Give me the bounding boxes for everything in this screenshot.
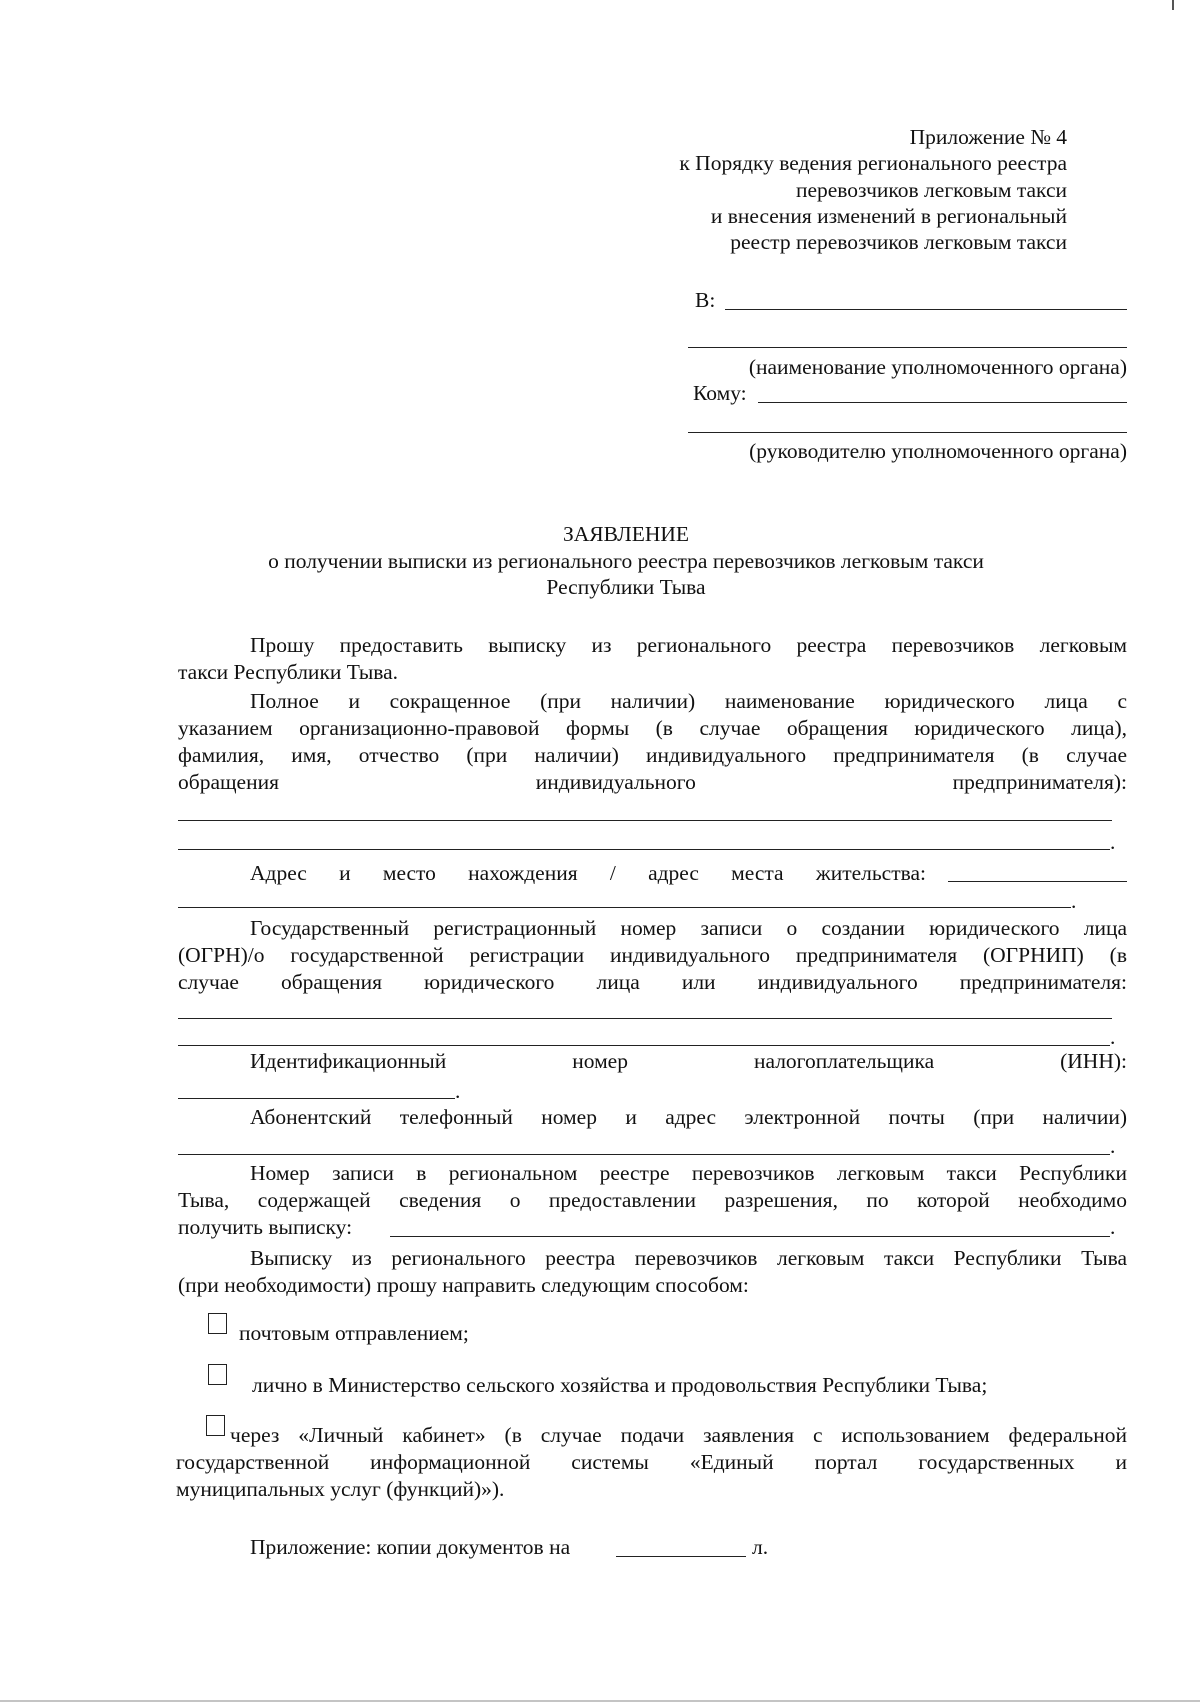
paragraph-record: Тыва, содержащей сведения о предоставлении разрешения, по которой необходимо	[178, 1188, 1127, 1212]
title-sub: Республики Тыва	[546, 575, 706, 599]
paragraph-name: указанием организационно-правовой формы (в случае обращения юридического лица),	[178, 716, 1127, 740]
checkbox-in-person[interactable]	[208, 1364, 227, 1385]
attachment-suffix: л.	[752, 1535, 769, 1559]
paragraph-name: Полное и сокращенное (при наличии) наименование юридического лица с	[250, 689, 1127, 713]
ogrn-field-line1[interactable]	[178, 1018, 1112, 1019]
contact-field[interactable]	[178, 1154, 1110, 1155]
whom-caption: (руководителю уполномоченного органа)	[749, 439, 1127, 463]
title-main: ЗАЯВЛЕНИЕ	[562, 522, 690, 546]
name-field-line1[interactable]	[178, 820, 1112, 821]
period: .	[1110, 1025, 1116, 1049]
to-field-line2[interactable]	[688, 347, 1127, 348]
checkbox-personal-account[interactable]	[206, 1415, 225, 1436]
scan-mark-top	[1172, 0, 1174, 10]
inn-field[interactable]	[178, 1098, 455, 1099]
paragraph-ogrn: Государственный регистрационный номер записи о создании юридического лица	[250, 916, 1127, 940]
paragraph-request: Прошу предоставить выписку из регионального реестра перевозчиков легковым	[250, 633, 1127, 657]
period: .	[1110, 830, 1116, 854]
whom-field-line2[interactable]	[688, 432, 1127, 433]
paragraph-ogrn: случае обращения юридического лица или индивидуального предпринимателя:	[178, 970, 1127, 994]
whom-field[interactable]	[758, 402, 1127, 403]
contact-label: Абонентский телефонный номер и адрес электронной почты (при наличии)	[250, 1105, 1127, 1129]
attachment-pages-field[interactable]	[616, 1556, 746, 1557]
paragraph-ogrn: (ОГРН)/о государственной регистрации индивидуального предпринимателя (ОГРНИП) (в	[178, 943, 1127, 967]
period: .	[1110, 1134, 1116, 1158]
address-field-line2[interactable]	[178, 907, 1071, 908]
appendix-line: и внесения изменений в региональный	[710, 204, 1067, 228]
appendix-line: к Порядку ведения регионального реестра	[679, 151, 1067, 175]
appendix-line: реестр перевозчиков легковым такси	[730, 230, 1067, 254]
title-sub: о получении выписки из регионального реестра перевозчиков легковым такси	[268, 549, 984, 573]
ogrn-field-line2[interactable]	[178, 1045, 1110, 1046]
paragraph-method-cont: (при необходимости) прошу направить следующим способом:	[178, 1273, 749, 1297]
option-personal-account-cont: государственной информационной системы «Единый портал государственных и	[176, 1450, 1127, 1474]
option-in-person-label: лично в Министерство сельского хозяйства и продовольствия Республики Тыва;	[252, 1373, 988, 1397]
option-personal-account-cont: муниципальных услуг (функций)»).	[176, 1477, 505, 1501]
period: .	[1071, 889, 1077, 913]
address-field[interactable]	[948, 881, 1127, 882]
appendix-number: Приложение № 4	[909, 125, 1067, 149]
inn-label: Идентификационный номер налогоплательщика (ИНН):	[250, 1049, 1127, 1073]
paragraph-name: обращения индивидуального предпринимателя):	[178, 770, 1127, 794]
scan-mark-bottom	[0, 1700, 1200, 1702]
record-label: получить выписку:	[178, 1215, 353, 1239]
paragraph-method: Выписку из регионального реестра перевозчиков легковым такси Республики Тыва	[250, 1246, 1127, 1270]
paragraph-request-cont: такси Республики Тыва.	[178, 660, 399, 684]
attachment-label: Приложение: копии документов на	[250, 1535, 571, 1559]
to-label: В:	[695, 288, 716, 312]
period: .	[455, 1079, 461, 1103]
whom-label: Кому:	[693, 381, 747, 405]
name-field-line2[interactable]	[178, 849, 1110, 850]
paragraph-record: Номер записи в региональном реестре перевозчиков легковым такси Республики	[250, 1161, 1127, 1185]
paragraph-name: фамилия, имя, отчество (при наличии) индивидуального предпринимателя (в случае	[178, 743, 1127, 767]
option-personal-account-label: через «Личный кабинет» (в случае подачи заявления с использованием федеральной	[230, 1423, 1127, 1447]
to-field[interactable]	[725, 309, 1127, 310]
option-mail-label: почтовым отправлением;	[239, 1321, 469, 1345]
address-label: Адрес и место нахождения / адрес места жительства:	[250, 861, 926, 885]
checkbox-mail[interactable]	[208, 1313, 227, 1334]
period: .	[1110, 1215, 1116, 1239]
record-field[interactable]	[390, 1236, 1110, 1237]
appendix-line: перевозчиков легковым такси	[795, 178, 1067, 202]
to-caption: (наименование уполномоченного органа)	[748, 355, 1127, 379]
